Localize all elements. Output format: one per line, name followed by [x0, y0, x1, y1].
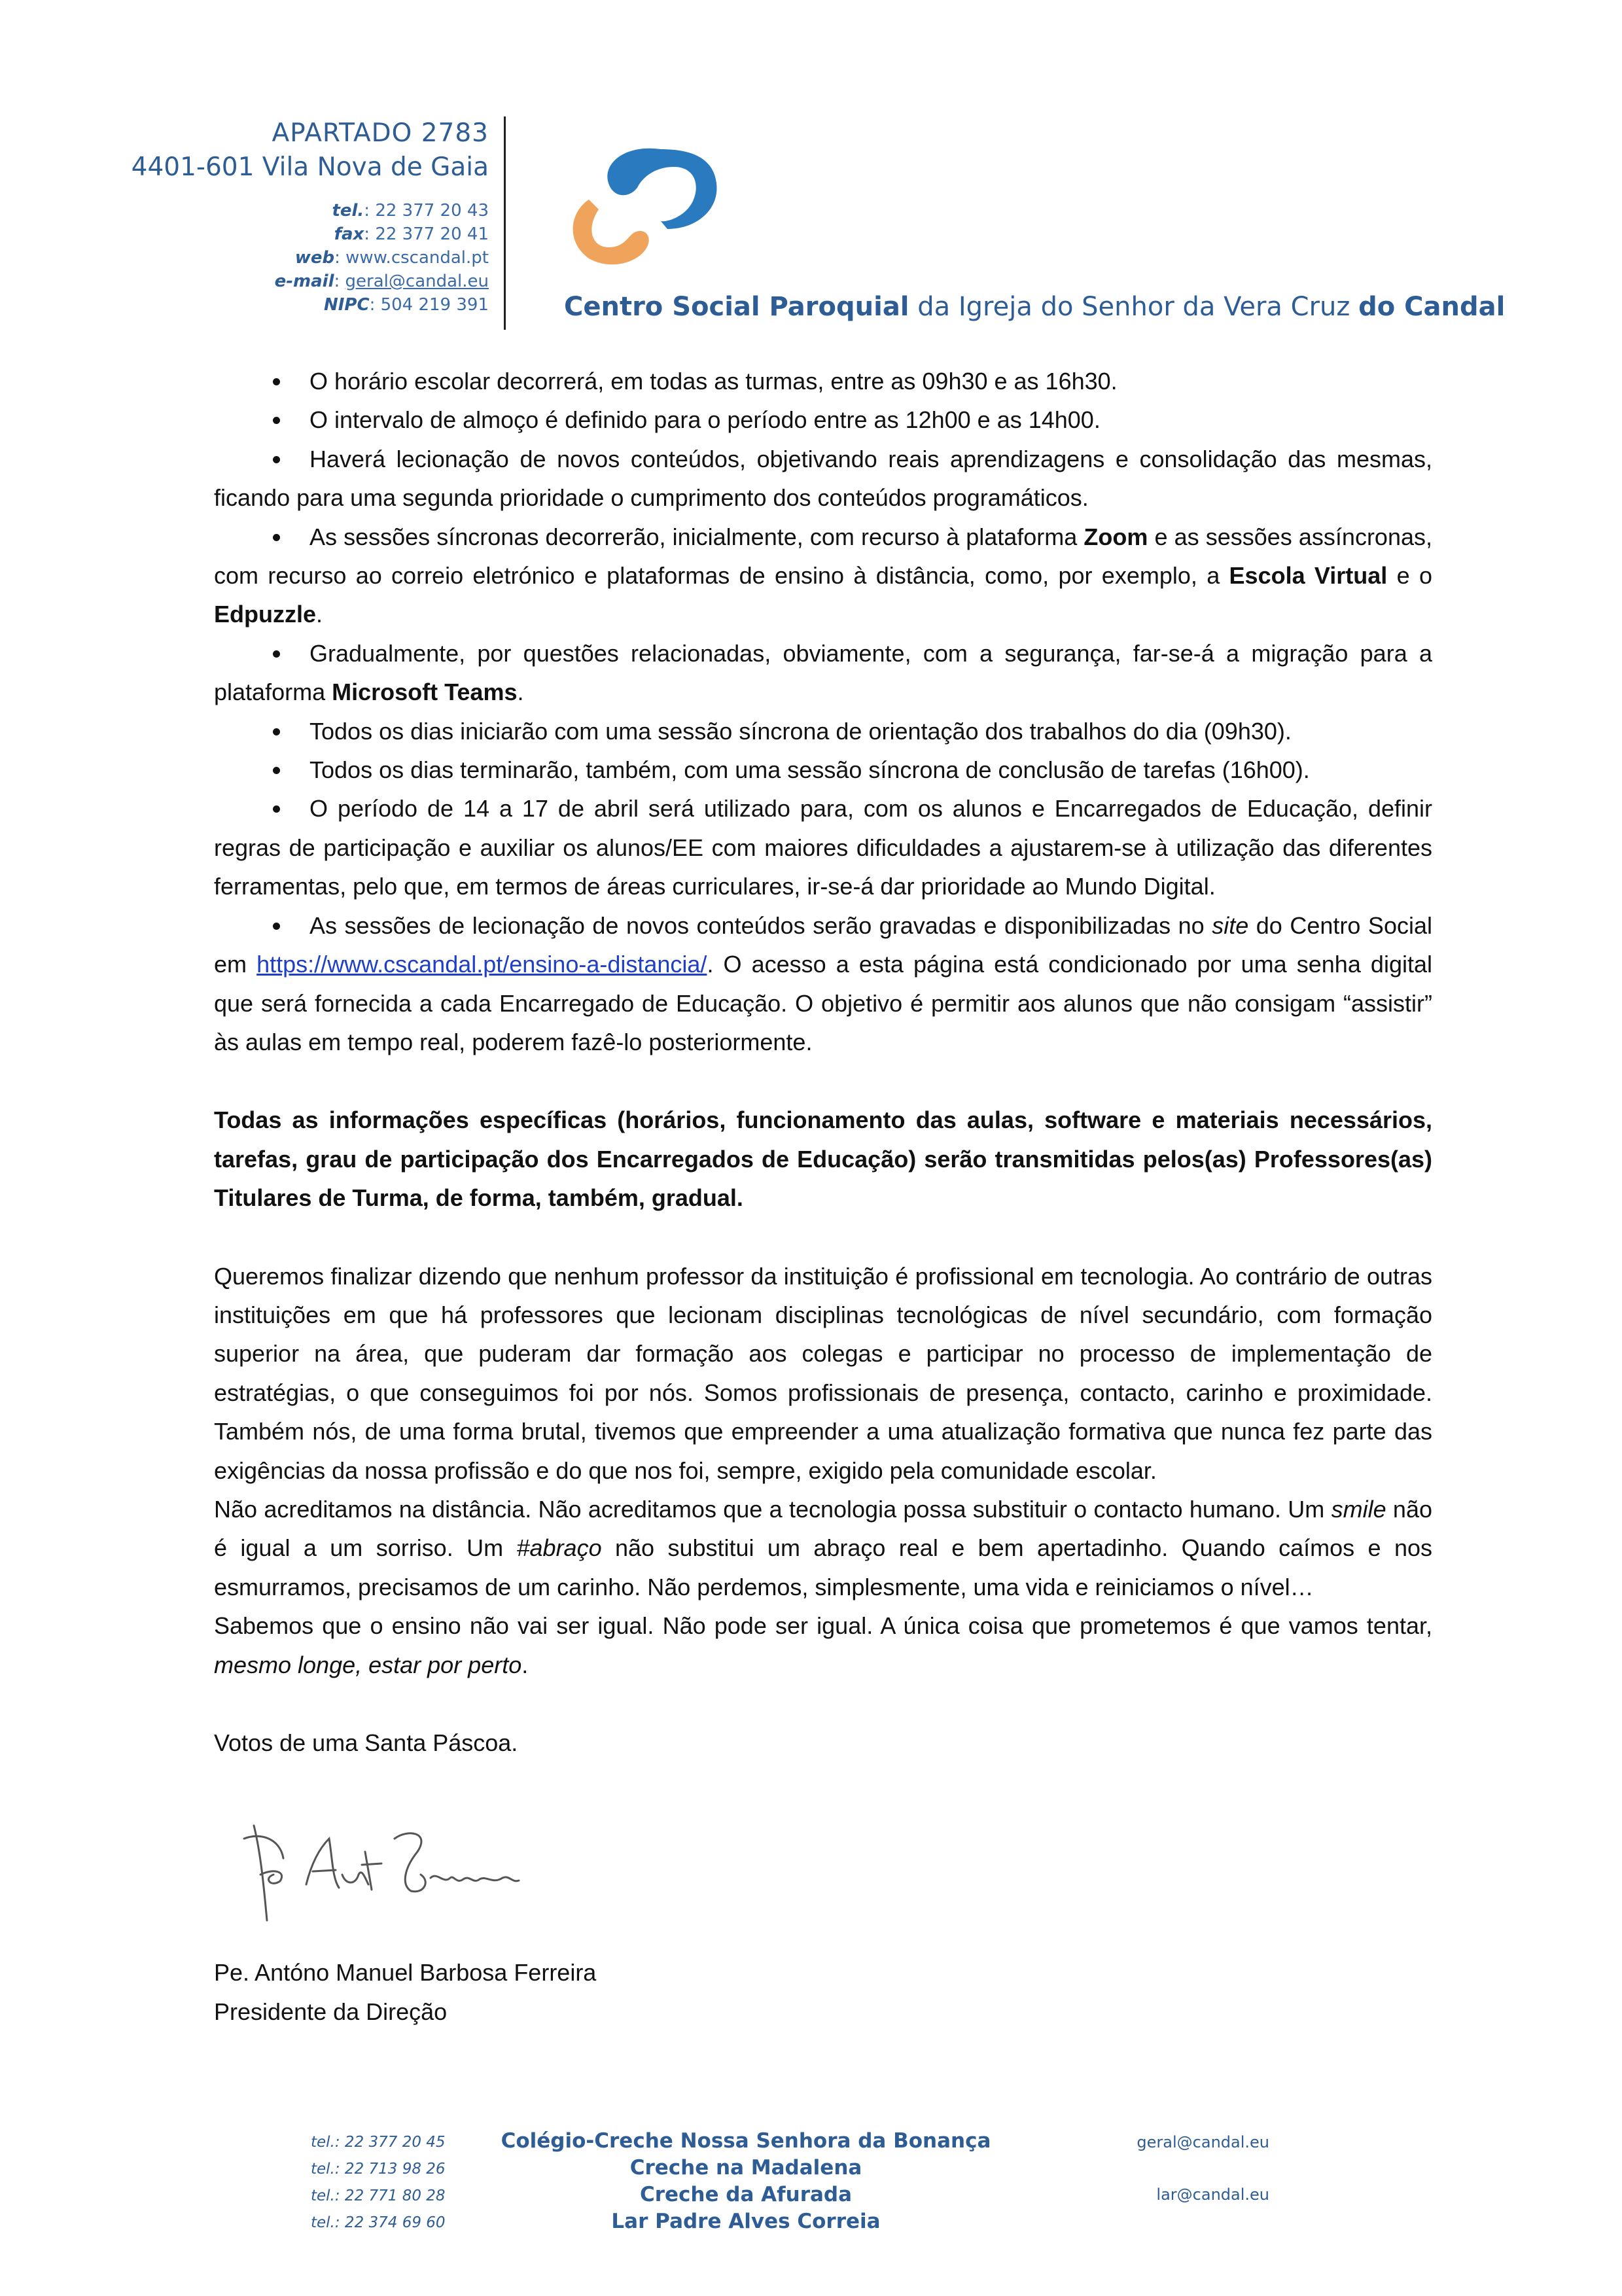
bullet-dot-icon — [273, 534, 280, 541]
bullet-item: O horário escolar decorrerá, em todas as turmas, entre as 09h30 e as 16h30. — [214, 362, 1432, 400]
header-address-line1: APARTADO 2783 — [272, 118, 489, 148]
header-address-block — [132, 116, 489, 317]
bullet-item: Haverá lecionação de novos conteúdos, objetivando reais aprendizagens e consolidação das mesmas, ficando para uma segunda prioridade o cumprimento dos conteúdos programáticos. — [214, 445, 1432, 512]
bullet-dot-icon — [273, 767, 280, 774]
bullet-item: O intervalo de almoço é definido para o período entre as 12h00 e as 14h00. — [214, 400, 1432, 439]
bullet-dot-icon — [273, 456, 280, 463]
header-tel: tel.: 22 377 20 43 — [332, 201, 489, 221]
easter-wishes: Votos de uma Santa Páscoa. — [214, 1729, 518, 1756]
candal-logo-icon — [563, 137, 726, 275]
footer-phone: tel.: 22 771 80 28 — [311, 2187, 446, 2204]
bullet-item: As sessões síncronas decorrerão, inicialmente, com recurso à plataforma Zoom e as sessões assíncronas, com recurso ao correio eletrónico e plataformas de ensino à distância, como, por exemplo, a Escola Virtual e o Edpuzzle. — [214, 523, 1432, 628]
header-email[interactable]: e-mail: geral@candal.eu — [274, 272, 489, 291]
footer-phone-list — [311, 2129, 446, 2236]
footer-institution: Lar Padre Alves Correia — [611, 2210, 881, 2233]
footer-email-general[interactable]: geral@candal.eu — [1137, 2133, 1269, 2151]
bold-notice-paragraph: Todas as informações específicas (horários, funcionamento das aulas, software e materiais necessários, tarefas, grau de participação dos Encarregados de Educação) serão transmitidas pelos(as) Professores(as) Titulares de Turma, de forma, também, gradual. — [214, 1106, 1432, 1212]
signatory-block — [214, 1953, 596, 2032]
bullet-item: O período de 14 a 17 de abril será utilizado para, com os alunos e Encarregados de Educação, definir regras de participação e auxiliar os alunos/EE com maiores dificuldades a ajustarem-se à utilização das diferentes ferramentas, pelo que, em termos de áreas curriculares, ir-se-á dar prioridade ao Mundo Digital. — [214, 795, 1432, 900]
bullet-dot-icon — [273, 650, 280, 658]
bullet-dot-icon — [273, 378, 280, 385]
bullet-item: Todos os dias terminarão, também, com uma sessão síncrona de conclusão de tarefas (16h00). — [214, 751, 1432, 789]
header-nipc: NIPC: 504 219 391 — [323, 295, 489, 315]
footer-institution: Colégio-Creche Nossa Senhora da Bonança — [501, 2129, 991, 2153]
bullet-item: Gradualmente, por questões relacionadas, obviamente, com a segurança, far-se-á a migração para a plataforma Microsoft Teams. — [214, 639, 1432, 706]
footer-institution: Creche da Afurada — [639, 2183, 853, 2206]
header-divider — [504, 116, 506, 330]
footer-institution: Creche na Madalena — [629, 2156, 862, 2180]
distance-learning-link[interactable]: https://www.cscandal.pt/ensino-a-distancia/ — [256, 951, 707, 978]
signatory-name: Pe. Antóno Manuel Barbosa Ferreira — [214, 1959, 597, 1986]
handwritten-signature — [234, 1812, 522, 1924]
header-address-line2: 4401-601 Vila Nova de Gaia — [131, 152, 489, 182]
footer-phone: tel.: 22 713 98 26 — [311, 2161, 446, 2178]
footer-phone: tel.: 22 377 20 45 — [311, 2134, 446, 2151]
closing-paragraph-2: Não acreditamos na distância. Não acreditamos que a tecnologia possa substituir o contacto humano. Um smile não é igual a um sorriso. Um #abraço não substitui um abraço real e bem apertadinho. Quando caímos e nos esmurramos, precisamos de um carinho. Não perdemos, simplesmente, uma vida e reiniciamos o nível… — [214, 1495, 1433, 1600]
header-email-link[interactable]: geral@candal.eu — [345, 272, 489, 291]
footer-email-list — [1073, 2129, 1269, 2208]
bullet-item: As sessões de lecionação de novos conteúdos serão gravadas e disponibilizadas no site do Centro Social em https://www.cscandal.pt/ensino-a-distancia/. O acesso a esta página está condicionado por uma senha digital que será fornecida a cada Encarregado de Educação. O objetivo é permitir aos alunos que não consigam “assistir” às aulas em tempo real, poderem fazê-lo posteriormente. — [214, 911, 1432, 1055]
header-organization-name: Centro Social Paroquial da Igreja do Senhor da Vera Cruz do Candal — [564, 292, 1506, 322]
bullet-item: Todos os dias iniciarão com uma sessão síncrona de orientação dos trabalhos do dia (09h30). — [214, 712, 1432, 751]
footer-email-lar[interactable]: lar@candal.eu — [1156, 2185, 1269, 2204]
closing-paragraph-1: Queremos finalizar dizendo que nenhum professor da instituição é profissional em tecnologia. Ao contrário de outras instituições em que há professores que lecionam disciplinas tecnológicas de nível secundário, com formação superior na área, que puderam dar formação aos colegas e participar no processo de implementação de estratégias, o que conseguimos foi por nós. Somos profissionais de presença, contacto, carinho e proximidade. Também nós, de uma forma brutal, tivemos que empreender a uma atualização formativa que nunca fez parte das exigências da nossa profissão e do que nos foi, sempre, exigido pela comunidade escolar. — [214, 1262, 1432, 1484]
letter-body — [214, 362, 1432, 1762]
header-web[interactable]: web: www.cscandal.pt — [294, 248, 489, 268]
header-contact-list — [132, 199, 489, 317]
header-fax: fax: 22 377 20 41 — [334, 224, 489, 244]
closing-paragraph-3: Sabemos que o ensino não vai ser igual. Não pode ser igual. A única coisa que prometemos é que vamos tentar, mesmo longe, estar por perto. — [214, 1612, 1432, 1678]
bullet-dot-icon — [273, 728, 280, 735]
signatory-role: Presidente da Direção — [214, 1998, 448, 2025]
footer-institution-list — [458, 2128, 1034, 2235]
bullet-dot-icon — [273, 923, 280, 930]
footer-phone: tel.: 22 374 69 60 — [311, 2214, 446, 2231]
